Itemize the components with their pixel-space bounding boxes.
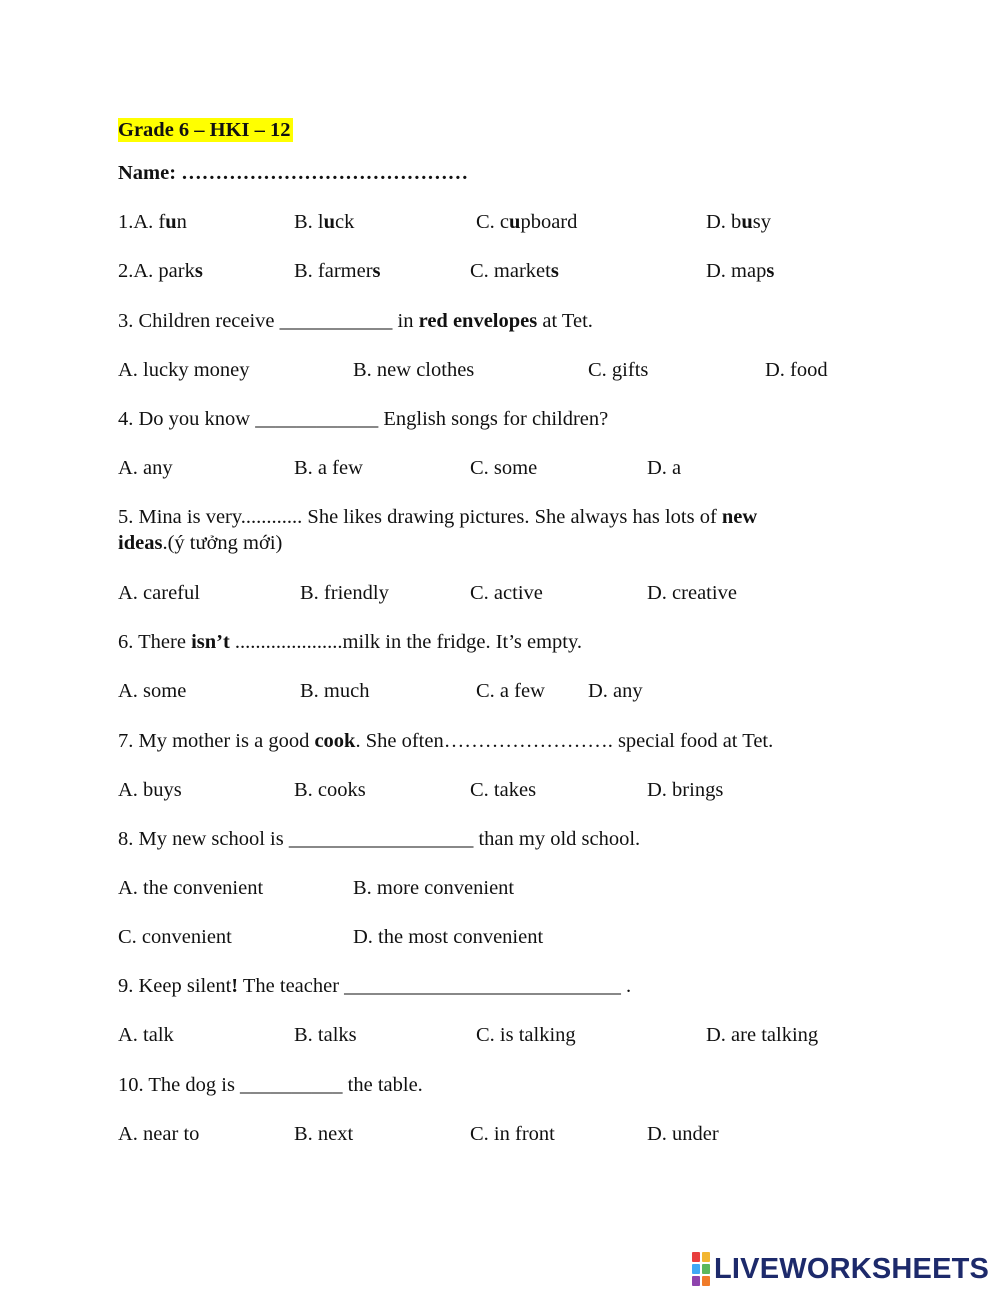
q9-option-c: C. is talking [476, 1024, 576, 1046]
q3-option-a: A. lucky money [118, 359, 250, 381]
q8-option-a: A. the convenient [118, 877, 264, 899]
q6-option-b: B. much [300, 680, 370, 702]
mark-block [702, 1264, 710, 1274]
q3-question: 3. Children receive ___________ in red envelopes at Tet. [118, 310, 593, 332]
q4-option-c: C. some [470, 457, 538, 479]
q8-question: 8. My new school is __________________ than my old school. [118, 828, 641, 850]
mark-block [702, 1276, 710, 1286]
q3-option-d: D. food [765, 359, 828, 381]
q4-option-d: D. a [647, 457, 682, 479]
q4-option-b: B. a few [294, 457, 363, 479]
q3-option-c: C. gifts [588, 359, 649, 381]
q2-option-d: D. maps [706, 260, 775, 282]
q4-question: 4. Do you know ____________ English songs for children? [118, 408, 609, 430]
q9-option-a: A. talk [118, 1024, 174, 1046]
q7-option-a: A. buys [118, 779, 182, 801]
q1-option-a: 1.A. fun [118, 211, 187, 233]
q4-option-a: A. any [118, 457, 173, 479]
mark-block [692, 1276, 700, 1286]
q8-option-c: C. convenient [118, 926, 232, 948]
q3-option-b: B. new clothes [353, 359, 475, 381]
q5-option-c: C. active [470, 582, 543, 604]
q6-question: 6. There isn’t .....................milk in the fridge. It’s empty. [118, 631, 583, 653]
q7-option-d: D. brings [647, 779, 724, 801]
mark-block [702, 1252, 710, 1262]
q5-option-a: A. careful [118, 582, 200, 604]
q2-option-c: C. markets [470, 260, 559, 282]
q1-option-c: C. cupboard [476, 211, 578, 233]
liveworksheets-logo [692, 1252, 989, 1286]
q5-option-d: D. creative [647, 582, 737, 604]
q10-option-c: C. in front [470, 1123, 555, 1145]
q7-option-b: B. cooks [294, 779, 366, 801]
q1-option-d: D. busy [706, 211, 771, 233]
q2-option-b: B. farmers [294, 260, 381, 282]
q8-option-d: D. the most convenient [353, 926, 544, 948]
q5-question-line2: ideas.(ý tưởng mới) [118, 532, 283, 554]
q10-option-d: D. under [647, 1123, 719, 1145]
q5-option-b: B. friendly [300, 582, 389, 604]
q7-option-c: C. takes [470, 779, 537, 801]
mark-block [692, 1264, 700, 1274]
q9-question: 9. Keep silent! The teacher ___________________________ . [118, 975, 632, 997]
q6-option-c: C. a few [476, 680, 545, 702]
q10-option-b: B. next [294, 1123, 354, 1145]
logo-wordmark: LIVEWORKSHEETS [714, 1252, 990, 1285]
q8-option-b: B. more convenient [353, 877, 515, 899]
q6-option-d: D. any [588, 680, 643, 702]
q5-question-line1: 5. Mina is very............ She likes drawing pictures. She always has lots of new [118, 506, 758, 528]
q10-question: 10. The dog is __________ the table. [118, 1074, 423, 1096]
mark-block [692, 1252, 700, 1262]
q7-question: 7. My mother is a good cook. She often……………………. special food at Tet. [118, 730, 774, 752]
q2-option-a: 2.A. parks [118, 260, 203, 282]
q10-option-a: A. near to [118, 1123, 200, 1145]
q1-option-b: B. luck [294, 211, 355, 233]
worksheet-title: Grade 6 – HKI – 12 [118, 119, 291, 141]
q9-option-d: D. are talking [706, 1024, 819, 1046]
q6-option-a: A. some [118, 680, 187, 702]
liveworksheets-mark-icon [692, 1252, 710, 1286]
name-field-label: Name: …………………………………… [118, 162, 469, 184]
q9-option-b: B. talks [294, 1024, 357, 1046]
